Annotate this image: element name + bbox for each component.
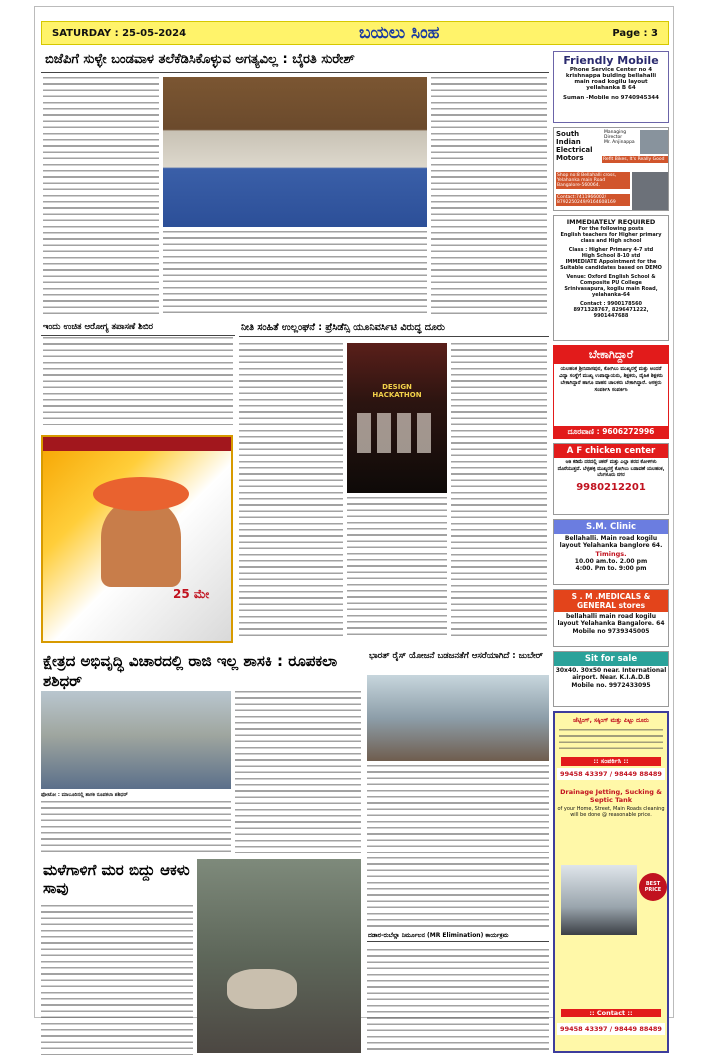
- clinic-ad: [553, 519, 669, 585]
- turban-shape: [93, 477, 189, 511]
- development-headline: ಕ್ಷೇತ್ರದ ಅಭಿವೃದ್ಧಿ ವಿಚಾರದಲ್ಲಿ ರಾಜಿ ಇಲ್ಲ ಶಾಸಕಿ : ರೂಪಕಲಾ ಶಶಿಧರ್: [43, 652, 338, 690]
- masthead: [41, 21, 669, 45]
- chicken-title: A F chicken center: [554, 444, 668, 458]
- south-indian-title: South Indian Electrical Motors: [556, 130, 593, 162]
- bharat-rice-text-cont: [367, 857, 549, 927]
- south-indian-motors-ad: [553, 127, 669, 211]
- site-phone: Mobile no. 9972433095: [571, 682, 651, 689]
- wanted-phone: ದೂರವಾಣಿ : 9606272996: [554, 426, 668, 438]
- required-line1: For the following posts: [578, 226, 644, 232]
- required-title: IMMEDIATELY REQUIRED: [566, 218, 656, 226]
- page-number: Page : 3: [612, 27, 658, 39]
- medicals-title: S . M .MEDICALS & GENERAL stores: [554, 590, 668, 612]
- required-line6: Venue: Oxford English School & Composite PU College: [566, 274, 656, 286]
- drainage-intro: [559, 729, 663, 753]
- hackathon-title: DESIGN HACKATHON: [372, 383, 422, 399]
- required-line10: 9901447688: [593, 313, 629, 319]
- mla-event-photo: [41, 691, 231, 789]
- medicals-address: bellahalli main road kogilu layout Yelahanka Bangalore. 64: [557, 613, 665, 627]
- best-price-text: BEST PRICE: [644, 881, 662, 893]
- friendly-mobile-ad: [553, 51, 669, 123]
- site-title: Sit for sale: [554, 652, 668, 666]
- clinic-address: Bellahalli. Main road kogilu layout Yelahanka banglore 64.: [559, 535, 663, 549]
- development-caption: ಫೋಟೋ : ಮಾಲೂರಿನಲ್ಲಿ ಶಾಸಕಿ ರೂಪಕಲಾ ಶಶಿಧರ್: [41, 792, 128, 798]
- drainage-truck-photo: [561, 865, 637, 935]
- required-line9: 8971328767, 8296471222,: [573, 307, 649, 313]
- clinic-title: S.M. Clinic: [554, 520, 668, 534]
- bharat-rice-headline: ಭಾರತ್ ರೈಸ್ ಯೋಜನೆ ಬಡಜನತೆಗೆ ಆಸರೆಯಾಗಿದೆ : ಜುಬೇರ್: [369, 651, 543, 661]
- required-line3: Class : Higher Primary 4-7 std: [568, 247, 654, 253]
- fallen-tree-photo: [197, 859, 361, 1053]
- saint-date: 25 ಮೇ: [173, 587, 210, 601]
- required-line2: English teachers for Higher primary class and High school: [560, 232, 662, 244]
- drainage-contact-label: :: ಸಂಪರ್ಕಿಸಿ ::: [561, 757, 661, 766]
- drainage-phone1: 99458 43397 / 98449 88489: [557, 768, 665, 780]
- friendly-line2: krishnappa bulding bellahalli: [565, 73, 657, 79]
- chicken-center-ad: [553, 443, 669, 515]
- poster-headline: ನೀತಿ ಸಂಹಿತೆ ಉಲ್ಲಂಘನೆ : ಪ್ರೆಸಿಡೆನ್ಸಿ ಯೂನಿವರ್ಸಿಟಿ ವಿರುದ್ಧ ದೂರು: [239, 321, 549, 337]
- poster-faces: [357, 413, 437, 453]
- mr-elimination-heading: ದಡಾರ-ರುಬೆಲ್ಲಾ ನಿರ್ಮೂಲನ (MR Elimination) ಕಾರ್ಯಕ್ರಮ: [367, 931, 549, 942]
- issue-date: SATURDAY : 25-05-2024: [52, 27, 187, 39]
- required-line4: High School 8-10 std: [581, 253, 641, 259]
- south-indian-address: Shop no:8 Bellahalli cross, Yelahanka main Road Bangalore-560064.: [556, 172, 630, 189]
- required-line5: IMMEDIATE Appointment for the Suitable candidates based on DEMO: [560, 259, 662, 271]
- director-role: Managing Director: [604, 130, 627, 140]
- bharat-rice-text: [367, 765, 549, 853]
- drainage-service-sub: of your Home, Street, Main Roads cleaning will be done @ reasonable price.: [557, 806, 665, 818]
- friendly-line3: main road kogilu layout: [574, 79, 648, 85]
- drainage-contact-label2: :: Contact ::: [561, 1009, 661, 1017]
- top-story-photo: [163, 77, 427, 227]
- rain-headline: ಮಳೆಗಾಳಿಗೆ ಮರ ಬಿದ್ದು ಆಕಳು ಸಾವು: [43, 861, 190, 897]
- poster-banner: [43, 437, 231, 451]
- medicals-phone: Mobile no 9739345005: [572, 628, 650, 635]
- required-line8: Contact : 9900178560: [579, 301, 643, 307]
- chicken-body: ಆತಿ ಕಡಿಮೆ ದರದಲ್ಲಿ ಚಿಕನ್ ಮತ್ತು ಎಲ್ಲಾ ತರದ ಕೋಳಿಗಳು ದೊರೆಯುತ್ತವೆ. ಬೆಳ್ಳಹಳ್ಳಿ ಮುಖ್ಯರಸ್ತೆ ಕೋಗಿಲು ಬಡಾವಣೆ ಯಲಹಂಕ, ಬೆಂಗಳೂರು ನಗರ: [557, 460, 665, 478]
- rain-text: [41, 905, 193, 1055]
- newspaper-page: [34, 6, 674, 1033]
- clinic-pm: 4:00. Pm to. 9:00 pm: [575, 565, 647, 572]
- top-story-text-right: [431, 77, 547, 315]
- newspaper-title: ಬಯಲು ಸಿಂಹ: [358, 23, 440, 43]
- drainage-title: ಜೆಟ್ಟಿಂಗ್, ಸಕ್ಕಿಂಗ್ ಮತ್ತು ಪಿಟ್ಟು ದೂರು: [573, 717, 649, 724]
- development-text-b: [235, 691, 361, 853]
- poster-text-left: [239, 343, 343, 639]
- director-name: Mr. Anjinappa: [604, 140, 635, 145]
- drainage-ad: [553, 711, 669, 1053]
- wanted-title: ಬೇಕಾಗಿದ್ದಾರೆ: [554, 346, 668, 364]
- health-camp-text: [43, 337, 233, 425]
- saint-poster: [41, 435, 233, 643]
- drainage-service: Drainage Jetting, Sucking & Septic Tank: [560, 788, 662, 804]
- teachers-required-ad: [553, 215, 669, 341]
- best-price-badge: [639, 873, 667, 901]
- development-text-a: [41, 801, 231, 853]
- clinic-am: 10.00 am.to. 2.00 pm: [574, 558, 648, 565]
- top-story-text-left: [43, 77, 159, 315]
- bharat-rice-photo: [367, 675, 549, 761]
- required-line7: Srinivasapura, kogilu main Road, yelahanka-64: [564, 286, 658, 298]
- south-indian-tagline: Refit Bikes, It's Really Good: [602, 156, 668, 163]
- friendly-mobile-title: Friendly Mobile: [563, 54, 659, 67]
- hackathon-poster: [347, 343, 447, 493]
- chicken-phone: 9980212201: [576, 481, 646, 493]
- clinic-timings-label: Timings.: [595, 550, 627, 558]
- top-headline: ಬಿಜೆಪಿಗೆ ಸುಳ್ಳೇ ಬಂಡವಾಳ ತಲೆಕೆಡಿಸಿಕೊಳ್ಳುವ ಅಗತ್ಯವಿಲ್ಲ : ಬೈರತಿ ಸುರೇಶ್: [41, 51, 549, 73]
- cow-shape: [227, 969, 297, 1009]
- friendly-line1: Phone Service Center no 4: [569, 67, 653, 73]
- south-indian-contact: Contact:7411966002/ 8792250249/9164608169: [556, 194, 630, 206]
- motor-photo: [632, 172, 668, 210]
- friendly-line4: yellahanka B 64: [586, 85, 636, 91]
- top-story-text-mid: [163, 231, 427, 315]
- medicals-ad: [553, 589, 669, 647]
- wanted-ad: [553, 345, 669, 439]
- director-photo: [640, 130, 668, 154]
- poster-text-right: [451, 343, 547, 639]
- friendly-contact: Suman -Mobile no 9740945344: [563, 95, 659, 101]
- drainage-phone2: 99458 43397 / 98449 88489: [557, 1023, 665, 1035]
- health-camp-headline: ಇಂದು ಉಚಿತ ಆರೋಗ್ಯ ತಪಾಸಣೆ ಶಿಬಿರ: [41, 321, 235, 336]
- wanted-body: ಯಲಹಂಕ ಶ್ರೀನಿವಾಸಪುರ, ಕೋಗಿಲು ಮುಖ್ಯರಸ್ತೆ ಮತ್ತು ಅಂದರೆ ವಿದ್ಯಾ ಸಂಸ್ಥೆಗೆ ಮುಖ್ಯ ಉಪಾಧ್ಯಾಯರು, ಶಿಕ್ಷಕರು, ದೈಹಿಕ ಶಿಕ್ಷಕರು ಬೇಕಾಗಿದ್ದಾರೆ ಹಾಗೂ ವಾಹನ ಚಾಲಕರು ಬೇಕಾಗಿದ್ದಾರೆ. ಆಸಕ್ತರು ಸಂಪರ್ಕಿಸಿ ಸಂಪರ್ಕಿಸಿ: [559, 366, 663, 393]
- site-body: 30x40. 30x50 near. International airport. Near. K.I.A.D.B: [555, 667, 667, 681]
- mr-elimination-text: [367, 949, 549, 1053]
- poster-text-mid: [347, 497, 447, 639]
- site-sale-ad: [553, 651, 669, 707]
